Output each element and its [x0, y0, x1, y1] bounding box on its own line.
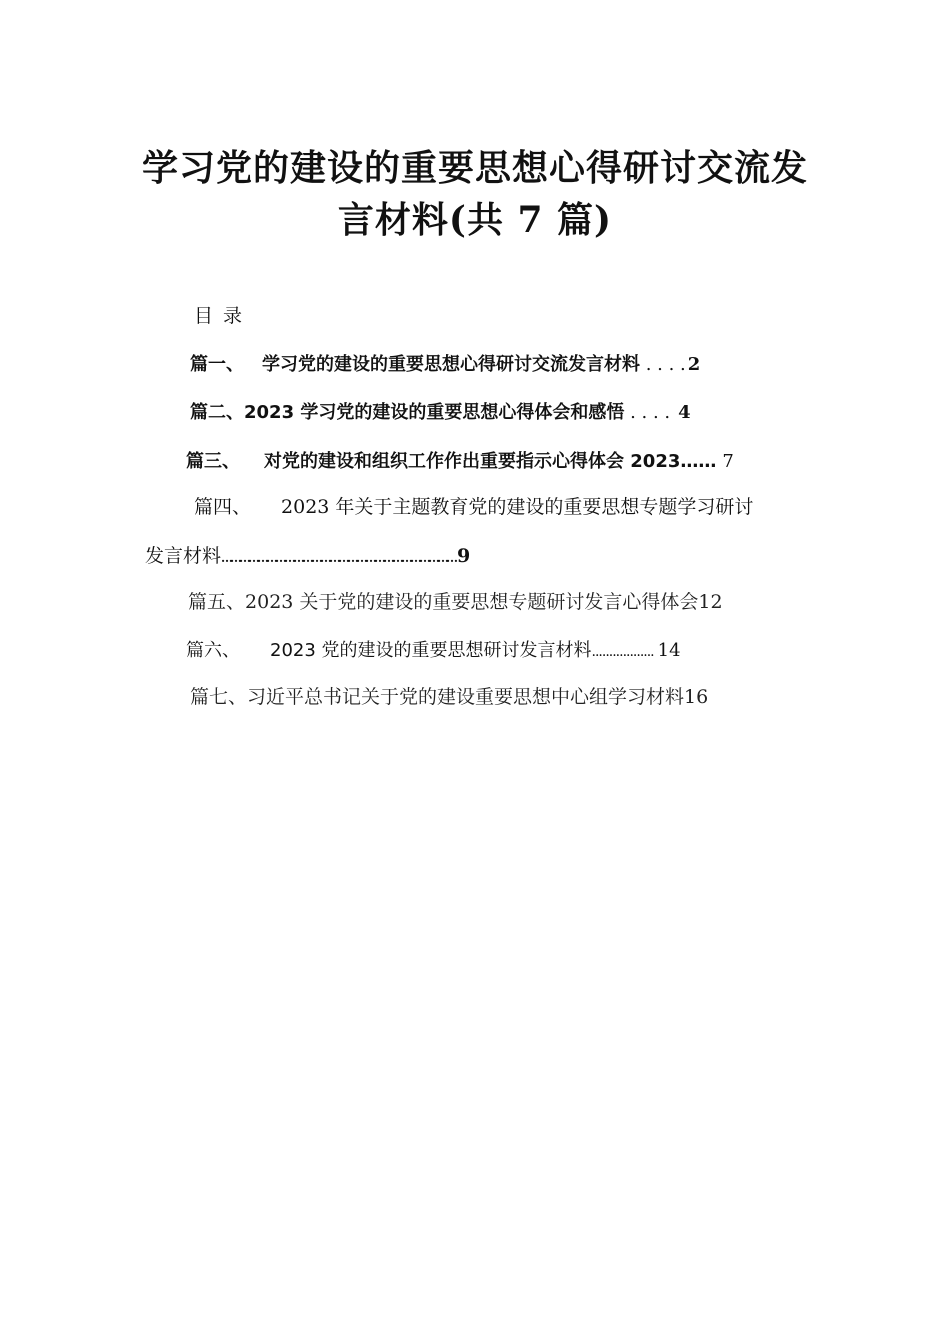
toc-entry-page: 16	[684, 686, 709, 708]
toc-entry-number: 篇二、	[190, 402, 244, 423]
toc-entry-leader: ..................	[591, 644, 654, 660]
toc-entry-title-continued: 发言材料	[145, 545, 222, 567]
toc-entry-number: 篇七、	[190, 686, 248, 708]
toc-entry-page: 9	[457, 545, 471, 567]
document-title-line-2: 言材料(共 7 篇)	[337, 199, 613, 241]
toc-entry-page: 4	[678, 402, 691, 423]
toc-entry-title: 学习党的建设的重要思想心得研讨交流发言材料	[262, 354, 640, 375]
toc-entry-title: 2023 年关于主题教育党的建设的重要思想专题学习研讨	[281, 496, 754, 518]
toc-entry-page: 12	[698, 591, 723, 613]
toc-entry-3[interactable]	[186, 449, 734, 475]
toc-entry-number: 篇六、	[186, 640, 240, 661]
toc-entry-number: 篇一、	[190, 354, 244, 375]
toc-entry-7[interactable]	[190, 684, 708, 710]
toc-entry-leader: . . . .	[640, 354, 686, 375]
toc-entry-number: 篇五、	[188, 591, 246, 613]
toc-heading: 目 录	[194, 305, 245, 327]
toc-entry-page: 2	[687, 354, 701, 375]
toc-entry-number: 篇四、	[194, 496, 252, 518]
toc-entry-leader: ……	[680, 451, 717, 472]
toc-entry-page: 14	[657, 640, 681, 661]
toc-entry-4[interactable]	[194, 494, 753, 520]
toc-entry-leader: ……………………………………………………………………	[221, 551, 456, 565]
toc-entry-4-continuation[interactable]	[145, 543, 470, 571]
toc-entry-title: 2023 关于党的建设的重要思想专题研讨发言心得体会	[245, 591, 699, 613]
toc-entry-title: 对党的建设和组织工作作出重要指示心得体会 2023	[264, 451, 681, 472]
document-title-line-1: 学习党的建设的重要思想心得研讨交流发	[141, 147, 808, 189]
toc-entry-1[interactable]	[190, 352, 700, 378]
toc-entry-title: 2023 党的建设的重要思想研讨发言材料	[270, 640, 592, 661]
toc-entry-leader: . . . .	[624, 402, 671, 423]
toc-entry-page: 7	[722, 451, 734, 472]
toc-entry-5[interactable]	[188, 589, 723, 615]
toc-entry-6[interactable]	[186, 638, 681, 665]
toc-entry-title: 习近平总书记关于党的建设重要思想中心组学习材料	[247, 686, 685, 708]
toc-entry-number: 篇三、	[186, 451, 240, 472]
toc-entry-title: 2023 学习党的建设的重要思想心得体会和感悟	[244, 402, 625, 423]
toc-entry-2[interactable]	[190, 400, 691, 426]
